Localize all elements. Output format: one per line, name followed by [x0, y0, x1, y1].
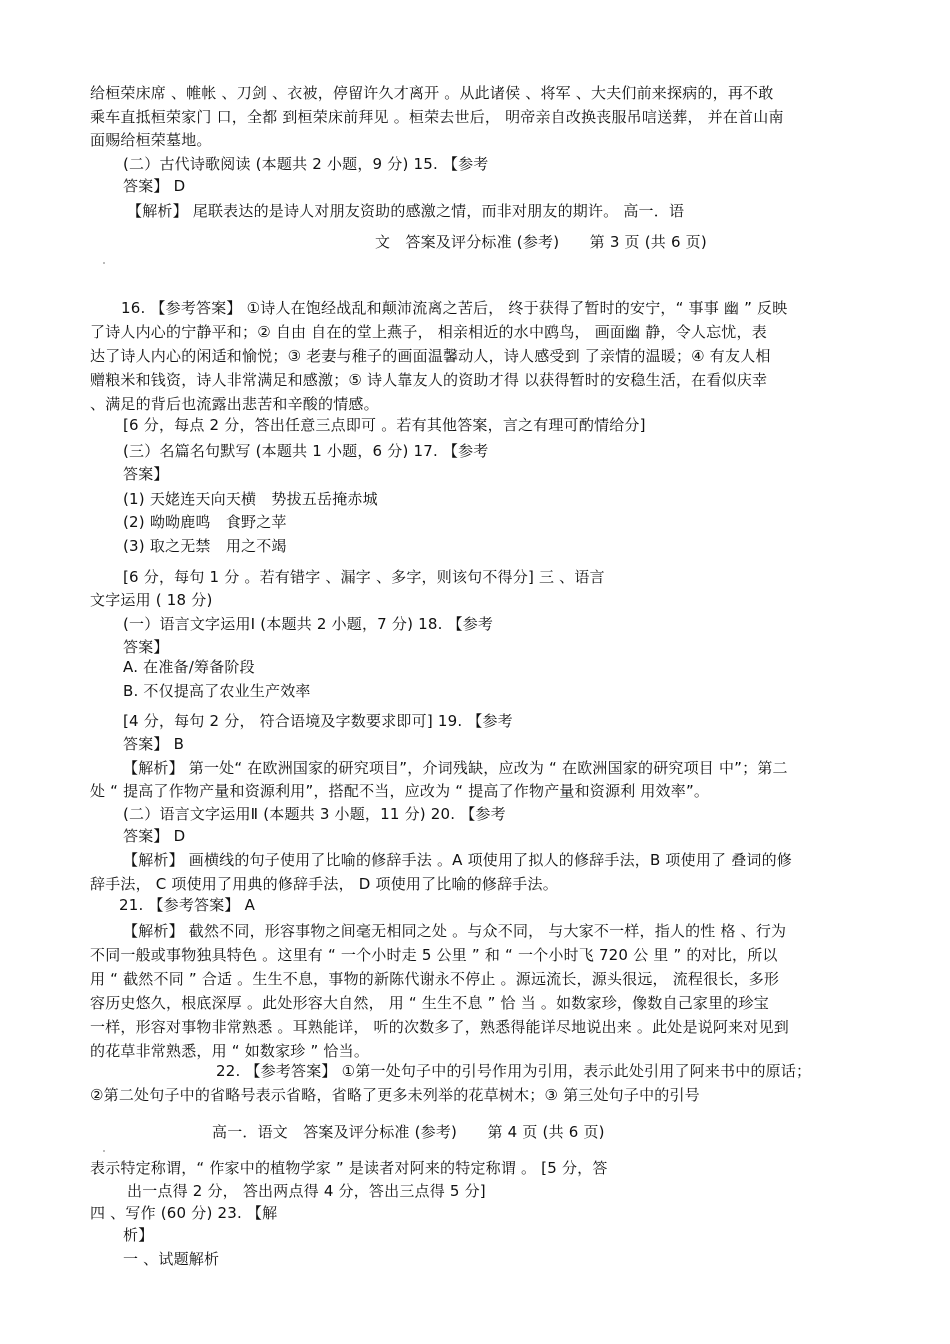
text-line: 一 、试题解析 [123, 1250, 220, 1268]
section-heading: 四 、写作 (60 分) 23. 【解 [90, 1204, 278, 1222]
scan-mark [103, 262, 105, 264]
section-heading: (二）古代诗歌阅读 (本题共 2 小题，9 分) 15. 【参考 [123, 155, 489, 173]
section-heading: (一）语言文字运用Ⅰ (本题共 2 小题，7 分) 18. 【参考 [123, 615, 494, 633]
text-line: 用 “ 截然不同 ” 合适 。生生不息，事物的新陈代谢永不停止 。源远流长，源头很远， 流程很长，多形 [90, 970, 780, 988]
text-line: 21. 【参考答案】 A [119, 896, 256, 914]
text-line: 处 “ 提高了作物产量和资源利用”，搭配不当，应改为 “ 提高了作物产量和资源利 用效率”。 [90, 782, 710, 800]
text-line: 【解析】 尾联表达的是诗人对朋友资助的感激之情，而非对朋友的期许。 高一．语 [127, 202, 685, 220]
text-line: 给桓荣床席 、帷帐 、刀剑 、衣被，停留许久才离开 。从此诸侯 、将军 、大夫们前来探病的，再不敢 [90, 84, 774, 102]
text-line: 表示特定称谓，“ 作家中的植物学家 ” 是读者对阿来的特定称谓 。 [5 分，答 [90, 1159, 608, 1177]
text-line: 容历史悠久，根底深厚 。此处形容大自然， 用 “ 生生不息 ” 恰 当 。如数家珍，像数自己家里的珍宝 [90, 994, 769, 1012]
text-line: 答案】 D [123, 827, 186, 845]
text-line: [4 分，每句 2 分， 符合语境及字数要求即可] 19. 【参考 [123, 712, 513, 730]
text-line: [6 分，每句 1 分 。若有错字 、漏字 、多字，则该句不得分] 三 、语言 [123, 568, 605, 586]
text-line: 【解析】 画横线的句子使用了比喻的修辞手法 。A 项使用了拟人的修辞手法，B 项使用了 叠词的修 [123, 851, 792, 869]
text-line: 不同一般或事物独具特色 。这里有 “ 一个小时走 5 公里 ” 和 “ 一个小时飞 720 公 里 ” 的对比，所以 [90, 946, 778, 964]
page-footer: 文 答案及评分标准 (参考) 第 3 页 (共 6 页) [375, 233, 707, 251]
text-line: 答案】 [123, 638, 169, 656]
text-line: 答案】 B [123, 735, 185, 753]
section-heading: (二）语言文字运用Ⅱ (本题共 3 小题，11 分) 20. 【参考 [123, 805, 506, 823]
text-line: 了诗人内心的宁静平和；② 自由 自在的堂上燕子， 相亲相近的水中鸥鸟， 画面幽 静，令人忘忧，表 [90, 323, 767, 341]
text-line: 赠粮米和钱资，诗人非常满足和感激；⑤ 诗人靠友人的资助才得 以获得暂时的安稳生活，在看似庆幸 [90, 371, 768, 389]
scan-mark [103, 1150, 105, 1152]
text-line: 文字运用 ( 18 分) [90, 591, 213, 609]
text-line: 【解析】 第一处“ 在欧洲国家的研究项目”，介词残缺，应改为 “ 在欧洲国家的研究项目 中”；第二 [123, 759, 788, 777]
text-line: 乘车直抵桓荣家门 口，全都 到桓荣床前拜见 。桓荣去世后， 明帝亲自改换丧服吊唁送葬， 并在首山南 [90, 108, 784, 126]
text-line: 【解析】 截然不同，形容事物之间毫无相同之处 。与众不同， 与大家不一样，指人的性 格 、行为 [123, 922, 787, 940]
list-item: (1) 天姥连天向天横 势拔五岳掩赤城 [123, 490, 378, 508]
list-item: B. 不仅提高了农业生产效率 [123, 682, 311, 700]
text-line: 答案】 [123, 465, 169, 483]
list-item: A. 在准备/筹备阶段 [123, 658, 255, 676]
text-line: 析】 [123, 1226, 154, 1244]
text-line: 辞手法， C 项使用了用典的修辞手法， D 项使用了比喻的修辞手法。 [90, 875, 558, 893]
list-item: (3) 取之无禁 用之不竭 [123, 537, 287, 555]
text-line: 答案】 D [123, 177, 186, 195]
page-footer: 高一．语文 答案及评分标准 (参考) 第 4 页 (共 6 页) [212, 1123, 605, 1141]
text-line: 16. 【参考答案】 ①诗人在饱经战乱和颠沛流离之苦后， 终于获得了暂时的安宁，“ 事事 幽 ” 反映 [121, 299, 788, 317]
text-line: 面赐给桓荣墓地。 [90, 131, 212, 149]
text-line: 22. 【参考答案】 ①第一处句子中的引号作用为引用，表示此处引用了阿来书中的原话； [216, 1062, 812, 1080]
text-line: 的花草非常熟悉，用 “ 如数家珍 ” 恰当。 [90, 1042, 370, 1060]
text-line: 一样，形容对事物非常熟悉 。耳熟能详， 听的次数多了，熟悉得能详尽地说出来 。此处是说阿来对见到 [90, 1018, 789, 1036]
list-item: (2) 呦呦鹿鸣 食野之苹 [123, 513, 287, 531]
section-heading: (三）名篇名句默写 (本题共 1 小题，6 分) 17. 【参考 [123, 442, 489, 460]
text-line: 、满足的背后也流露出悲苦和辛酸的情感。 [90, 395, 379, 413]
text-line: 达了诗人内心的闲适和愉悦；③ 老妻与稚子的画面温馨动人，诗人感受到 了亲情的温暖；④ 有友人相 [90, 347, 771, 365]
text-line: [6 分，每点 2 分，答出任意三点即可 。若有其他答案，言之有理可酌情给分] [123, 416, 646, 434]
text-line: ②第二处句子中的省略号表示省略，省略了更多未列举的花草树木；③ 第三处句子中的引号 [90, 1086, 700, 1104]
text-line: 出一点得 2 分， 答出两点得 4 分，答出三点得 5 分] [127, 1182, 486, 1200]
